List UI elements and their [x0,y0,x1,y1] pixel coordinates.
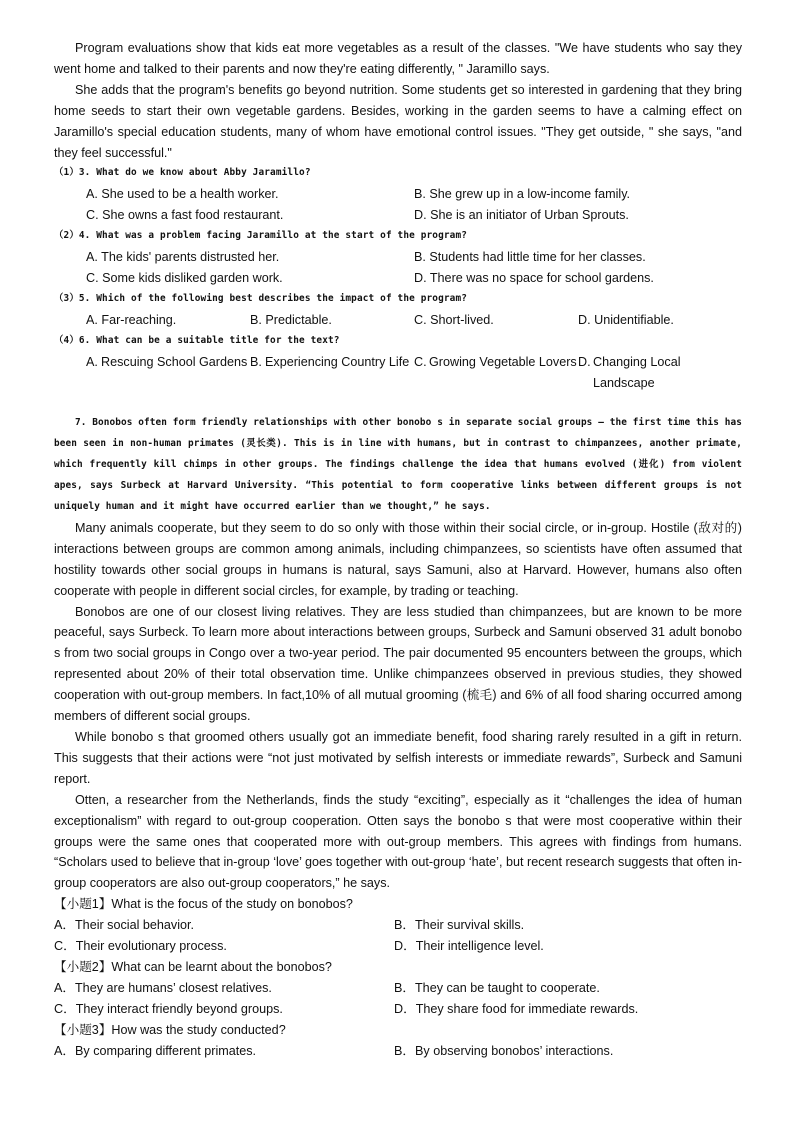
subquestion-1-stem: 【小题1】What is the focus of the study on bonobos? [54,897,353,912]
question-4-stem: （2）4. What was a problem facing Jaramillo at the start of the program? [54,230,468,242]
subquestion-3-option-b[interactable]: B．By observing bonobos’ interactions. [394,1043,614,1058]
document-page [54,38,742,1062]
option-text: Experiencing Country Life [265,354,410,369]
option-label: D. [578,354,591,369]
question-5-option-d[interactable]: D. Unidentifiable. [578,312,674,327]
question-6-option-b[interactable] [250,352,414,394]
subquestion-2-options-row-2 [54,999,742,1020]
subquestion-2-option-b[interactable]: B．They can be taught to cooperate. [394,980,600,995]
passage1-paragraph-1: Program evaluations show that kids eat more vegetables as a result of the classes. "We have students who say they went home and talked to their parents and now they're eating differently, " Jaramillo says. [54,41,742,76]
section-gap [54,393,742,413]
question-4-option-a[interactable]: A. The kids' parents distrusted her. [86,250,280,265]
option-label: C. [414,354,427,369]
passage2-paragraph-3: Bonobos are one of our closest living relatives. They are less studied than chimpanzees, but are known to be more peaceful, says Surbeck. To learn more about interactions between groups, Surbeck and Samuni observed 31 adult bonobo s from two social groups in Congo over a two-year period. The pair documented 95 encounters between the groups, which represented about 20% of their total observation time. Unlike chimpanzees observed in previous studies, they showed cooperation with out-group members. In fact,10% of all mutual grooming (梳毛) and 6% of all food sharing occurred among members of different social groups. [54,604,742,724]
passage1-paragraph-2: She adds that the program's benefits go beyond nutrition. Some students get so interested in gardening that they bring home seeds to start their own vegetable gardens. Besides, working in the garden seems to have a calming effect on Jaramillo's special education students, many of whom have emotional control issues. "They get outside, " she says, "and they feel successful." [54,82,742,160]
question-6-option-c[interactable] [414,352,578,394]
question-5-option-b[interactable]: B. Predictable. [250,312,332,327]
subquestion-1-option-b[interactable]: B．Their survival skills. [394,918,525,933]
subquestion-1-options-row-2 [54,936,742,957]
question-6-option-d[interactable] [578,352,742,394]
question-4-options-row-2 [54,268,742,289]
option-label: A. [86,354,98,369]
question-6-option-a[interactable] [86,352,250,394]
question-3-option-a[interactable]: A. She used to be a health worker. [86,187,279,202]
question-5-option-c[interactable]: C. Short-lived. [414,312,494,327]
passage2-intro: 7. Bonobos often form friendly relationships with other bonobo s in separate social groups — the first time this has been seen in non-human primates (灵长类). This is in line with humans, but in contrast to chimpanzees, another primate, which frequently kill chimps in other groups. The findings challenge the idea that humans evolved (进化) from violent apes, says Surbeck at Harvard University. “This potential to form cooperative links between different groups is not uniquely human and it might have occurred earlier than we thought,” he says. [54,417,742,513]
question-3-stem: （1）3. What do we know about Abby Jaramillo? [54,167,311,179]
question-5-stem: （3）5. Which of the following best describes the impact of the program? [54,292,468,304]
question-6-stem: （4）6. What can be a suitable title for the text? [54,334,340,346]
option-text: Rescuing School Gardens [101,354,248,369]
passage2-paragraph-5: Otten, a researcher from the Netherlands, finds the study “exciting”, especially as it “challenges the idea of human exceptionalism” with regard to out-group cooperation. Otten says the bonobo s that were most cooperative within their groups were the same ones that cooperated more with out-group members. This agrees with findings from humans. “Scholars used to believe that in-group ‘love’ goes together with out-group ‘hate’, but recent research suggests that often in-group cooperators are also out-group cooperators,” he says. [54,792,742,891]
option-label: B. [250,354,262,369]
question-3-option-c[interactable]: C. She owns a fast food restaurant. [86,208,284,223]
subquestion-1-option-a[interactable]: A．Their social behavior. [54,918,194,933]
question-4-option-c[interactable]: C. Some kids disliked garden work. [86,270,283,285]
passage2-paragraph-2: Many animals cooperate, but they seem to do so only with those within their social circle, or in-group. Hostile (敌对的) interactions between groups are common among animals, including chimpanzees, so scientists have often assumed that hostility towards other social groups in humans is natural, says Samuni, also at Harvard. However, humans also often cooperate with people in different social circles, for example, by trading or teaching. [54,520,742,598]
subquestion-3-options-row-1 [54,1041,742,1062]
question-3-option-b[interactable]: B. She grew up in a low-income family. [414,187,631,202]
subquestion-3-option-a[interactable]: A．By comparing different primates. [54,1043,257,1058]
option-text: Changing Local Landscape [593,354,681,390]
question-5-option-a[interactable]: A. Far-reaching. [86,312,177,327]
subquestion-2-options-row-1 [54,978,742,999]
question-4-option-d[interactable]: D. There was no space for school gardens. [414,270,654,285]
option-text: Growing Vegetable Lovers [429,354,577,369]
subquestion-1-option-c[interactable]: C．Their evolutionary process. [54,939,227,954]
subquestion-2-option-c[interactable]: C．They interact friendly beyond groups. [54,1001,283,1016]
subquestion-2-stem: 【小题2】What can be learnt about the bonobos? [54,959,332,974]
subquestion-1-option-d[interactable]: D．Their intelligence level. [394,939,544,954]
question-3-option-d[interactable]: D. She is an initiator of Urban Sprouts. [414,208,629,223]
passage2-paragraph-4: While bonobo s that groomed others usually got an immediate benefit, food sharing rarely resulted in a gift in return. This suggests that their actions were “not just motivated by selfish interests or immediate rewards”, Surbeck and Samuni report. [54,730,742,786]
subquestion-1-options-row-1 [54,915,742,936]
question-5-options [54,310,742,331]
question-3-options-row-2 [54,205,742,226]
subquestion-3-stem: 【小题3】How was the study conducted? [54,1022,286,1037]
question-6-options [54,352,742,394]
question-4-options-row-1 [54,247,742,268]
subquestion-2-option-a[interactable]: A．They are humans’ closest relatives. [54,980,272,995]
subquestion-2-option-d[interactable]: D．They share food for immediate rewards. [394,1001,639,1016]
question-4-option-b[interactable]: B. Students had little time for her classes. [414,250,646,265]
question-3-options-row-1 [54,184,742,205]
